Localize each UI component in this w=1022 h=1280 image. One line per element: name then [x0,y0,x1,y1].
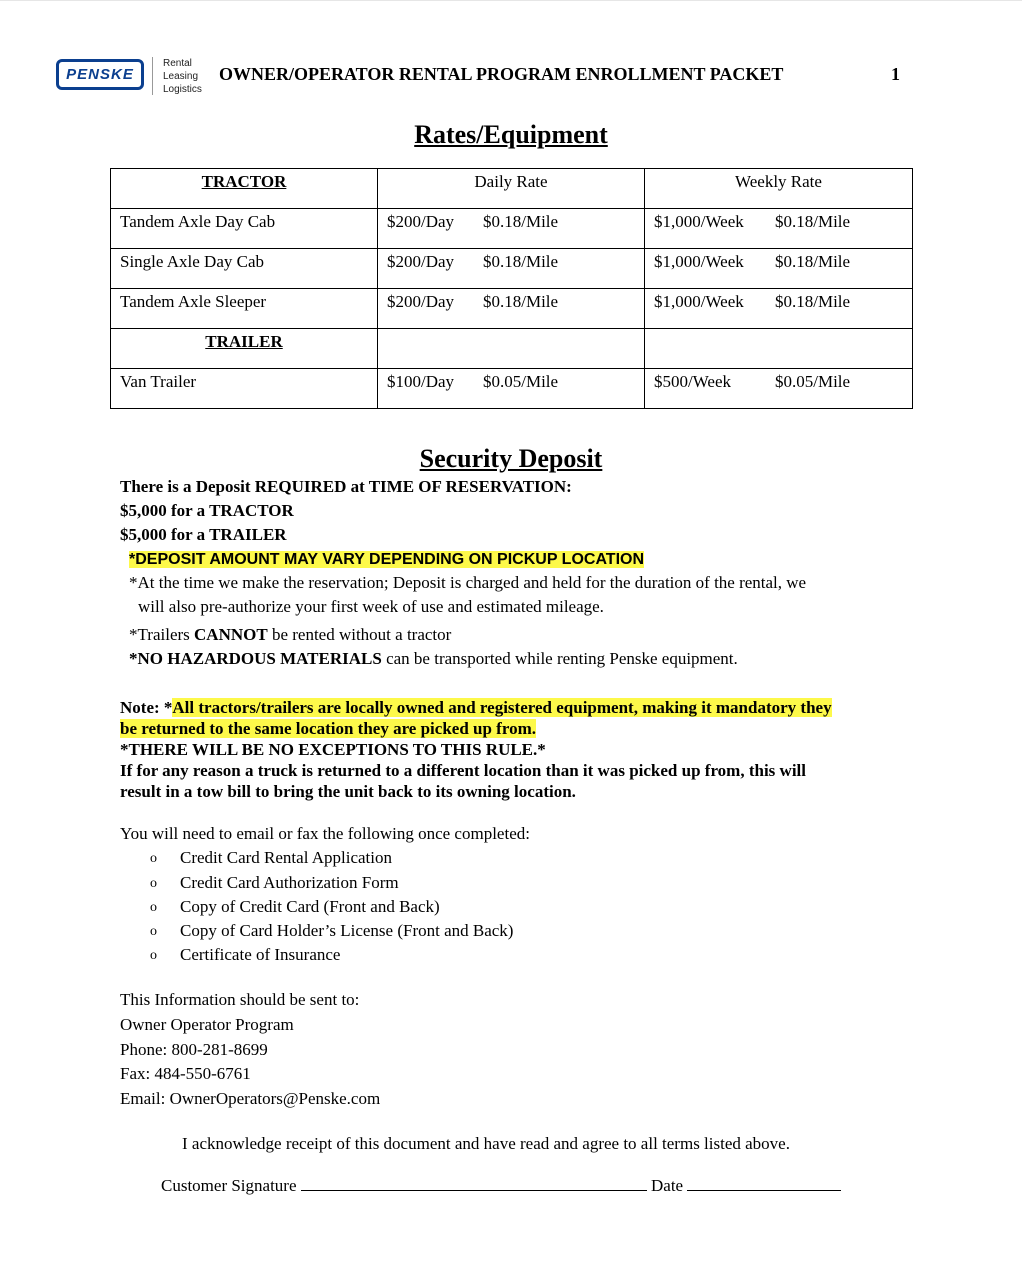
submit-intro: You will need to email or fax the following once completed: [120,824,530,843]
no-exceptions-line: *THERE WILL BE NO EXCEPTIONS TO THIS RULE.* [120,740,546,759]
trailer-rule-pre: *Trailers [129,625,195,644]
weekly-rate-cell [645,209,913,249]
note-line-2 [120,719,536,739]
list-item: Credit Card Rental Application [180,848,392,867]
daily-price: $200/Day [387,292,455,311]
trailer-rule-bold: CANNOT [194,625,268,644]
preauth-line-1: *At the time we make the reservation; Deposit is charged and held for the duration of the rental, we [129,573,807,592]
hazmat-bold: *NO HAZARDOUS MATERIALS [129,649,382,668]
tractor-heading: TRACTOR [111,169,378,209]
rates-table [110,168,913,409]
daily-price: $200/Day [387,252,455,271]
list-item: Certificate of Insurance [180,945,341,964]
bullet-icon: o [150,948,157,963]
deposit-vary-notice [129,549,644,569]
equipment-name: Single Axle Day Cab [111,249,378,289]
penske-logo [56,59,144,90]
weekly-price: $1,000/Week [654,292,744,311]
table-row [111,369,913,409]
trailer-rule-post: be rented without a tractor [267,625,452,644]
contact-intro: This Information should be sent to: [120,990,360,1009]
date-field[interactable] [687,1176,841,1191]
tow-bill-line-2: result in a tow bill to bring the unit back to its owning location. [120,782,576,801]
tow-bill-line-1: If for any reason a truck is returned to a different location than it was picked up from, this will [120,761,806,780]
note-highlight-1: All tractors/trailers are locally owned and registered equipment, making it mandatory they [172,698,832,717]
logo-wordmark: PENSKE [66,66,134,83]
table-row [111,209,913,249]
signature-label: Customer Signature [161,1176,297,1195]
bullet-icon: o [150,924,157,939]
deposit-section-title: Security Deposit [419,444,603,473]
weekly-mileage: $0.18/Mile [775,212,851,231]
logo-tagline-leasing: Leasing [163,71,199,82]
deposit-required-line: There is a Deposit REQUIRED at TIME OF RESERVATION: [120,477,572,496]
daily-mileage: $0.18/Mile [483,252,559,271]
weekly-price: $500/Week [654,372,731,391]
equipment-name: Tandem Axle Day Cab [111,209,378,249]
acknowledgement-text: I acknowledge receipt of this document and have read and agree to all terms listed above. [182,1134,790,1153]
daily-mileage: $0.05/Mile [483,372,559,391]
logo-tagline [163,57,223,96]
contact-program: Owner Operator Program [120,1015,294,1034]
weekly-mileage: $0.18/Mile [775,252,851,271]
table-row [111,289,913,329]
empty-cell [645,329,913,369]
logo-tagline-rental: Rental [163,58,192,69]
weekly-price: $1,000/Week [654,212,744,231]
preauth-line-2: will also pre-authorize your first week of use and estimated mileage. [138,597,604,616]
hazmat-post: can be transported while renting Penske equipment. [381,649,738,668]
equipment-name: Van Trailer [111,369,378,409]
contact-fax: Fax: 484-550-6761 [120,1064,251,1083]
trailer-heading-row [111,329,913,369]
weekly-rate-cell [645,289,913,329]
logo-divider [152,57,153,95]
daily-mileage: $0.18/Mile [483,292,559,311]
bullet-icon: o [150,900,157,915]
daily-rate-cell [378,289,645,329]
trailer-rule-line [129,625,451,645]
rates-section-title: Rates/Equipment [414,120,608,149]
weekly-rate-cell [645,369,913,409]
daily-rate-heading: Daily Rate [378,169,645,209]
document-title: OWNER/OPERATOR RENTAL PROGRAM ENROLLMENT PACKET [219,64,784,84]
page-top-border [0,0,1022,1]
daily-rate-cell [378,369,645,409]
contact-phone: Phone: 800-281-8699 [120,1040,268,1059]
daily-price: $200/Day [387,212,455,231]
weekly-mileage: $0.05/Mile [775,372,851,391]
trailer-heading: TRAILER [111,329,378,369]
daily-rate-cell [378,249,645,289]
list-item: Credit Card Authorization Form [180,873,399,892]
note-highlight-2: be returned to the same location they are picked up from. [120,719,536,738]
empty-cell [378,329,645,369]
list-item: Copy of Credit Card (Front and Back) [180,897,440,916]
page-number: 1 [891,64,900,84]
trailer-deposit-line: $5,000 for a TRAILER [120,525,287,544]
bullet-icon: o [150,851,157,866]
weekly-rate-cell [645,249,913,289]
note-label: Note: * [120,698,173,717]
equipment-name: Tandem Axle Sleeper [111,289,378,329]
hazmat-line [129,649,738,669]
table-header-row [111,169,913,209]
table-row [111,249,913,289]
tractor-deposit-line: $5,000 for a TRACTOR [120,501,294,520]
contact-email: Email: OwnerOperators@Penske.com [120,1089,381,1108]
daily-rate-cell [378,209,645,249]
signature-row [161,1176,841,1196]
bullet-icon: o [150,876,157,891]
date-label: Date [651,1176,684,1195]
signature-field[interactable] [301,1176,647,1191]
logo-tagline-logistics: Logistics [163,84,202,95]
daily-mileage: $0.18/Mile [483,212,559,231]
weekly-mileage: $0.18/Mile [775,292,851,311]
daily-price: $100/Day [387,372,455,391]
deposit-vary-highlight: *DEPOSIT AMOUNT MAY VARY DEPENDING ON PICKUP LOCATION [129,551,645,568]
weekly-rate-heading: Weekly Rate [645,169,913,209]
list-item: Copy of Card Holder’s License (Front and Back) [180,921,514,940]
weekly-price: $1,000/Week [654,252,744,271]
note-line-1 [120,698,832,718]
